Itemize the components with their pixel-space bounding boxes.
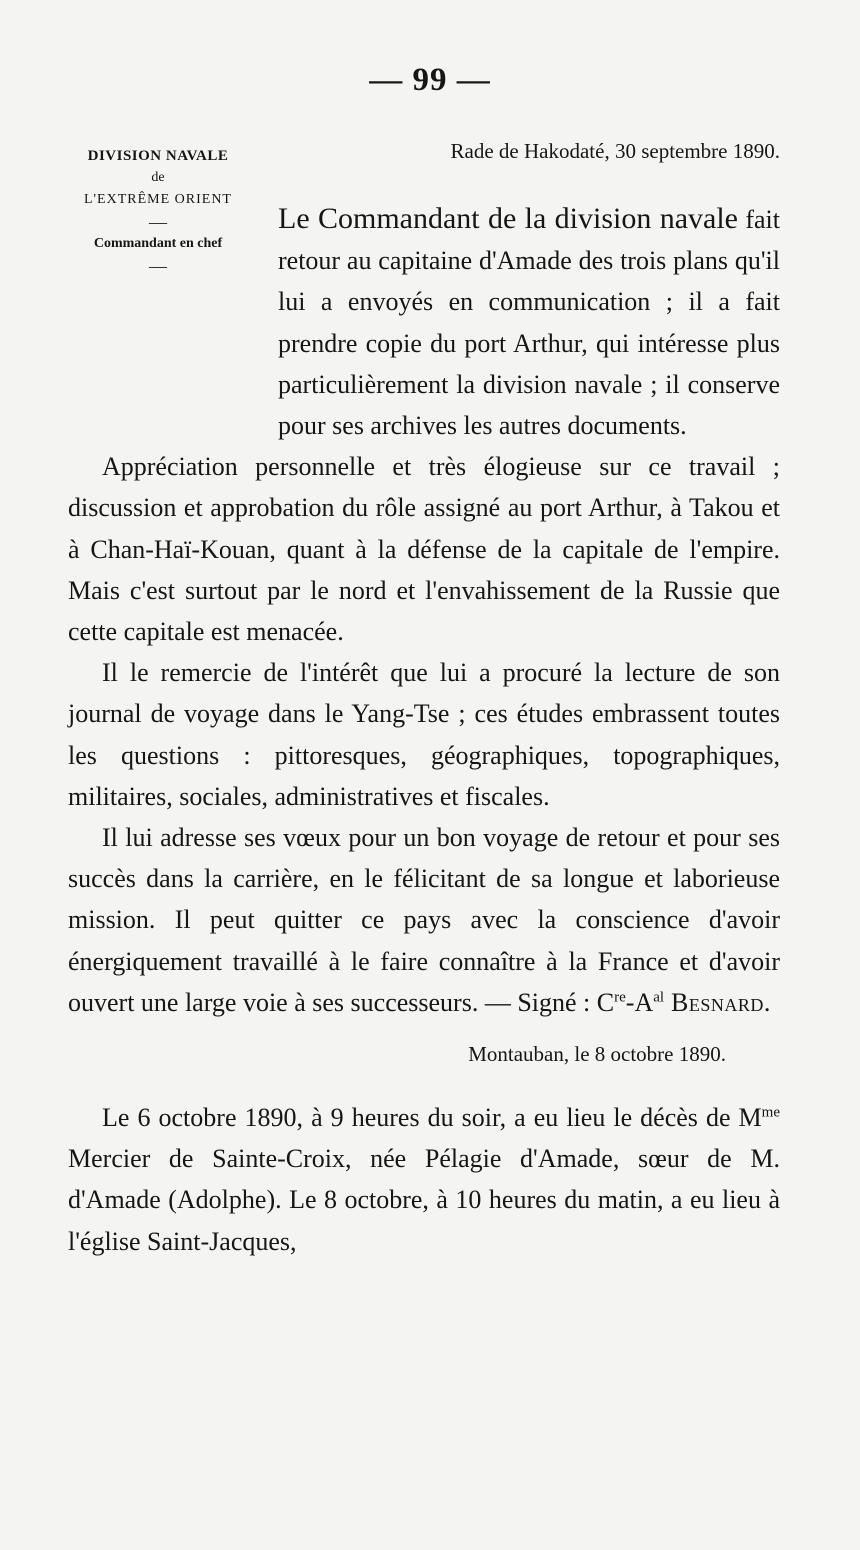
letterhead-rank: Commandant en chef xyxy=(93,236,223,251)
signature-al: al xyxy=(653,989,665,1006)
page-number: — 99 — xyxy=(369,62,491,98)
letter-heading-start: Le Commandant de la division navale xyxy=(278,202,738,235)
paragraph-death-notice xyxy=(68,1097,780,1262)
signature-re: re xyxy=(614,989,626,1006)
letter-heading-rest: fait retour au capitaine d'Amade des trois plans qu'il lui a envoyés en communication ; il a fait prendre copie du port Arthur, qui intéresse plus particulièrement la division navale ; il conserve pour ses archives les autres documents. xyxy=(278,205,780,441)
paragraph-thanks: Il le remercie de l'intérêt que lui a procuré la lecture de son journal de voyage dans le Yang-Tse ; ces études embrassent toutes les questions : pittoresques, géographiques, topographiques, militaires, sociales, administratives et fiscales. xyxy=(68,658,780,811)
signature-a: -A xyxy=(625,987,654,1017)
letterhead-region: L'EXTRÊME ORIENT xyxy=(83,192,232,207)
letterhead-dash-2: — xyxy=(149,256,167,276)
letterhead-dash-1: — xyxy=(149,212,167,232)
death-notice-sup: me xyxy=(761,1104,780,1121)
signature-name: Besnard. xyxy=(664,987,771,1017)
letterhead-de: de xyxy=(151,170,165,185)
paragraph-wishes-text: Il lui adresse ses vœux pour un bon voyage de retour et pour ses succès dans la carrière, en le félicitant de sa longue et laborieuse mission. Il peut quitter ce pays avec la conscience d'avoir énergiquement travaillé à le faire connaître à la France et d'avoir ouvert une large voie à ses successeurs. — Signé : xyxy=(68,823,780,1017)
letterhead-division: DIVISION NAVALE xyxy=(87,148,229,164)
letter-dateline: Rade de Hakodaté, 30 septembre 1890. xyxy=(450,139,780,163)
letter-heading xyxy=(278,198,780,446)
death-notice-text-b: Mercier de Sainte-Croix, née Pélagie d'Amade, sœur de M. d'Amade (Adolphe). Le 8 octobre, à 10 heures du matin, a eu lieu à l'église Saint-Jacques, xyxy=(68,1144,780,1256)
place-date: Montauban, le 8 octobre 1890. xyxy=(468,1042,726,1067)
signature-c: C xyxy=(596,987,615,1017)
paragraph-appreciation: Appréciation personnelle et très élogieuse sur ce travail ; discussion et approbation du rôle assigné au port Arthur, à Takou et à Chan-Haï-Kouan, quant à la défense de la capitale de l'empire. Mais c'est surtout par le nord et l'envahissement de la Russie que cette capitale est menacée. xyxy=(68,452,780,647)
death-notice-text-a: Le 6 octobre 1890, à 9 heures du soir, a eu lieu le décès de M xyxy=(102,1103,762,1133)
paragraph-wishes xyxy=(68,817,780,1023)
body-text xyxy=(68,198,780,1262)
